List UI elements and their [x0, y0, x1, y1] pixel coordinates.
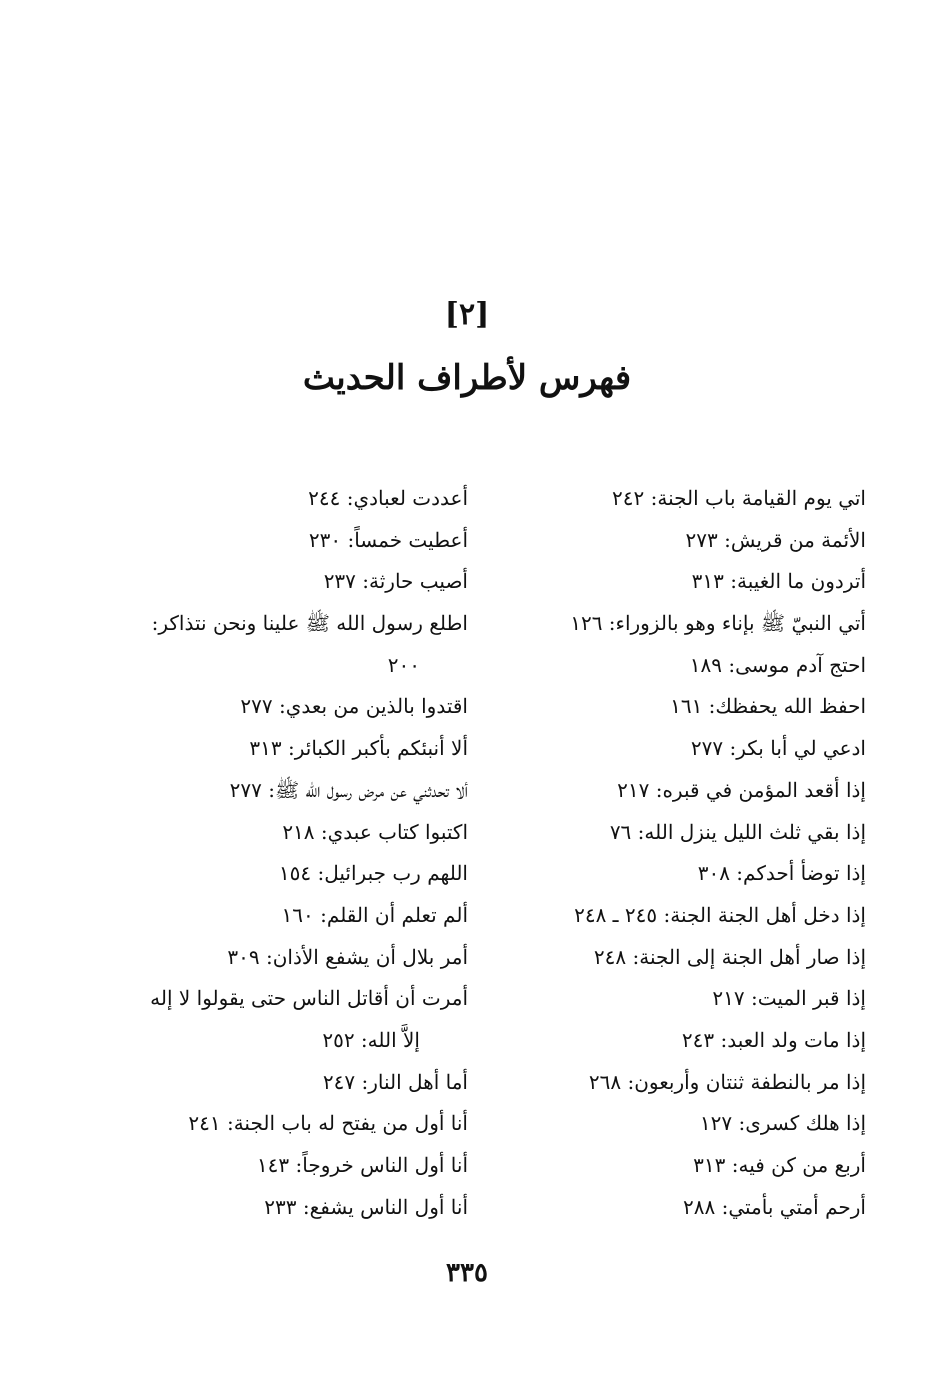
index-entry: أرحم أمتي بأمتي: ٢٨٨ [683, 1194, 866, 1219]
index-entry: أربع من كن فيه: ٣١٣ [693, 1153, 866, 1177]
index-entry: اتي يوم القيامة باب الجنة: ٢٤٢ [612, 486, 866, 510]
index-entry: أنا أول الناس يشفع: ٢٣٣ [264, 1194, 468, 1219]
index-entry: إذا بقي ثلث الليل ينزل الله: ٧٦ [609, 819, 866, 844]
page-title: فهرس لأطراف الحديث [302, 358, 632, 398]
index-entry: أعددت لعبادي: ٢٤٤ [308, 486, 468, 510]
index-column-right [546, 478, 866, 1228]
index-entry: ألم تعلم أن القلم: ١٦٠ [281, 902, 468, 927]
index-entry: إذا صار أهل الجنة إلى الجنة: ٢٤٨ [593, 944, 866, 969]
index-entry: إذا توضأ أحدكم: ٣٠٨ [697, 861, 866, 886]
index-entry-wrapped: أمرت أن أقاتل الناس حتى يقولوا لا إله [150, 986, 468, 1011]
page-number: ٣٣٥ [446, 1258, 488, 1288]
index-entry: ألا تحدثني عن مرض رسول الله ﷺ: ٢٧٧ [229, 777, 468, 802]
index-entry: احفظ الله يحفظك: ١٦١ [670, 694, 866, 719]
index-entry: إذا قبر الميت: ٢١٧ [712, 986, 866, 1011]
index-entry: أنا أول الناس خروجاً: ١٤٣ [256, 1153, 468, 1177]
index-entry: إذا مر بالنطفة ثنتان وأربعون: ٢٦٨ [588, 1069, 866, 1094]
index-entry: إذا دخل أهل الجنة الجنة: ٢٤٥ ـ ٢٤٨ [574, 902, 866, 927]
index-entry: أصيب حارثة: ٢٣٧ [323, 569, 468, 594]
index-entry: إذا مات ولد العبد: ٢٤٣ [681, 1027, 866, 1052]
index-entry: احتج آدم موسى: ١٨٩ [689, 652, 866, 677]
index-column-left [108, 478, 468, 1228]
index-entry-continuation: ٢٠٠ [387, 652, 420, 677]
index-entry: ادعي لي أبا بكر: ٢٧٧ [690, 736, 866, 761]
index-entry: إذا هلك كسرى: ١٢٧ [699, 1111, 866, 1136]
index-entry: اكتبوا كتاب عبدي: ٢١٨ [282, 819, 468, 844]
index-entry: أتي النبيّ ﷺ بإناء وهو بالزوراء: ١٢٦ [570, 611, 866, 636]
index-entry: اللهم رب جبرائيل: ١٥٤ [278, 861, 468, 886]
index-entry: الأئمة من قريش: ٢٧٣ [685, 527, 866, 552]
section-number: [٢] [444, 297, 490, 332]
index-entry: أتردون ما الغيبة: ٣١٣ [691, 569, 866, 594]
index-entry: أعطيت خمساً: ٢٣٠ [308, 527, 468, 552]
index-entry: أما أهل النار: ٢٤٧ [322, 1069, 468, 1094]
index-entry: ألا أنبئكم بأكبر الكبائر: ٣١٣ [249, 736, 468, 761]
index-entry: أنا أول من يفتح له باب الجنة: ٢٤١ [188, 1111, 468, 1136]
index-entry: اقتدوا بالذين من بعدي: ٢٧٧ [240, 694, 468, 719]
index-entry: أمر بلال أن يشفع الأذان: ٣٠٩ [227, 944, 468, 969]
index-entry-continuation: إلاَّ الله: ٢٥٢ [322, 1027, 420, 1052]
index-entry-wrapped: اطلع رسول الله ﷺ علينا ونحن نتذاكر: [151, 611, 468, 636]
index-entry: إذا أقعد المؤمن في قبره: ٢١٧ [617, 777, 866, 802]
